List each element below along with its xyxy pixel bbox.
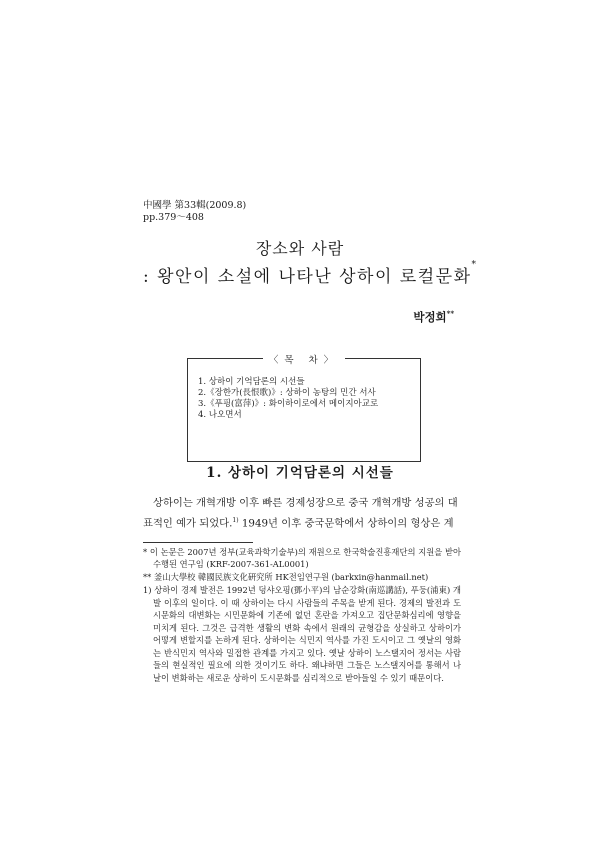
table-of-contents [187,355,421,462]
paper-title: 장소와 사람 [255,239,345,258]
toc-label [188,352,420,366]
toc-item: 2.《장한가(長恨歌)》: 상하이 농탕의 민간 서사 [198,388,376,398]
journal-volume: 中國學 第33輯(2009.8) [143,200,247,211]
body-line [143,512,461,532]
toc-item: 3.《푸핑(富萍)》: 화이하이로에서 메이지아교로 [198,399,379,409]
journal-pages: pp.379～408 [143,212,204,223]
subtitle-footnote-mark: * [471,260,478,270]
paper-subtitle-text: : 왕안이 소설에 나타난 상하이 로컬문화 [143,267,472,287]
paper-subtitle [143,262,478,287]
toc-item: 1. 상하이 기억담론의 시선들 [198,377,305,387]
footnote-1: 1) 상하이 경제 발전은 1992년 덩샤오핑(鄧小平)의 남순강화(南巡講話), 푸둥(浦東) 개발 이후의 일이다. 이 때 상하이는 다시 사람들의 주목을 받게 된다. 경제의 발전과 도시문화의 대변화는 시민문화에 기존에 없던 혼란을 가져오고 집단문화심리에 영향을 미치게 된다. 그것은 급격한 생활의 변화 속에서 원래의 균형감을 상실하고 상하이가 어떻게 변할지를 논하게 된다. 상하이는 식민지 역사를 가진 도시이고 그 옛날의 영화는 반식민지 역사와 밀접한 관계를 가지고 있다. 옛날 상하이 노스탤지어 정서는 사람들의 현실적인 필요에 의한 것이기도 하다. 왜냐하면 그들은 노스탤지어를 통해서 나날이 변화하는 새로운 상하이 도시문화를 심리적으로 받아들일 수 있기 때문이다. [143,585,461,683]
footnote-funding: * 이 논문은 2007년 정부(교육과학기술부)의 재원으로 한국학술진흥재단의 지원을 받아 수행된 연구임 (KRF-2007-361-AL0001) [143,547,461,569]
author-footnote-mark: ** [446,309,454,318]
section-heading: 1. 상하이 기억담론의 시선들 [206,465,394,481]
author-name: 박정희 [413,310,447,324]
toc-item: 4. 나오면서 [198,410,242,420]
toc-label-text: 〈목 차〉 [263,355,345,366]
journal-info [143,200,246,224]
footnote-affiliation: ** 釜山大學校 韓國民族文化硏究所 HK전임연구원 (barkxin@hanmail.net) [143,572,429,582]
body-text-segment: 표적인 예가 되었다. [143,517,233,530]
footnote-divider [143,542,253,543]
body-line: 상하이는 개혁개방 이후 빠른 경제성장으로 중국 개혁개방 성공의 대 [153,497,458,509]
body-paragraph [143,494,461,532]
body-text-segment: 1949년 이후 중국문학에서 상하이의 형상은 계 [238,517,454,530]
footnotes [143,546,461,685]
footnote-ref: 1) [232,517,239,524]
toc-list [198,377,378,421]
author [413,309,454,325]
